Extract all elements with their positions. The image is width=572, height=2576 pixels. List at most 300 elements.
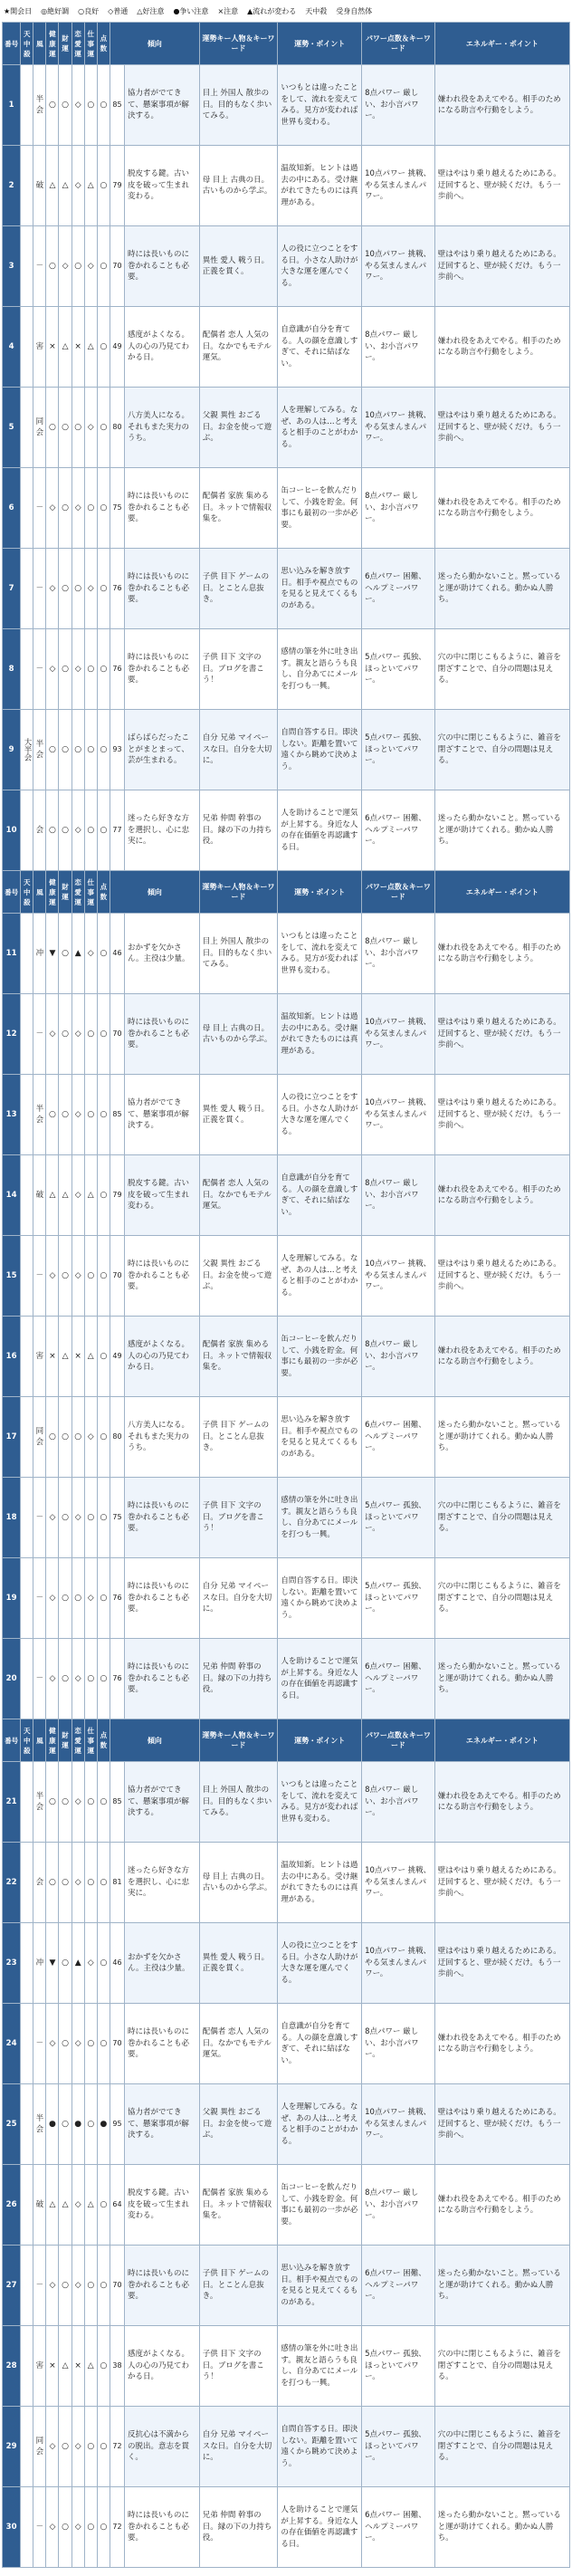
key-person-cell: 父親 異性 おごる日。お金を使って遊ぶ。	[199, 1236, 278, 1317]
column-header: パワー点数＆キーワード	[362, 23, 435, 65]
power-cell: 6点パワー 困難、ヘルプミーパワー。	[362, 1397, 435, 1478]
relation-cell: 同会	[33, 2407, 46, 2487]
table-row	[3, 388, 570, 468]
tenchusatsu-cell	[21, 1317, 33, 1397]
key-person-cell: 兄弟 仲間 幹事の日。縁の下の力持ち役。	[199, 2487, 278, 2568]
table-row	[3, 307, 570, 388]
energy-point-cell: 嫌われ役をあえてやる。相手のためになる助言や行動をしよう。	[434, 65, 569, 146]
tenchusatsu-cell	[21, 1639, 33, 1719]
tendency-cell: 時には長いものに巻かれることも必要。	[125, 994, 200, 1075]
tenchusatsu-cell	[21, 388, 33, 468]
fortune-mark: ▲	[72, 914, 84, 994]
day-number: 4	[3, 307, 21, 388]
column-header: 天中殺	[21, 1719, 33, 1762]
tenchusatsu-cell	[21, 307, 33, 388]
power-cell: 6点パワー 困難、ヘルプミーパワー。	[362, 2246, 435, 2326]
column-header: 傾向	[110, 871, 199, 914]
relation-cell: 会	[33, 1843, 46, 1923]
fortune-mark: ×	[72, 1317, 84, 1397]
legend-item: ▲流れが変わる	[247, 6, 297, 15]
fortune-mark: ◇	[72, 2487, 84, 2568]
day-number: 1	[3, 65, 21, 146]
fortune-mark: ○	[97, 1762, 110, 1843]
key-person-cell: 目上 外国人 散歩の日。目的もなく歩いてみる。	[199, 65, 278, 146]
key-person-cell: 自分 兄弟 マイペースな日。自分を大切に。	[199, 710, 278, 790]
fortune-point-cell: 人を理解してみる。なぜ、あの人は…と考えると相手のことがわかる。	[278, 388, 362, 468]
fortune-mark: ○	[59, 629, 72, 710]
tenchusatsu-cell	[21, 1558, 33, 1639]
day-number: 22	[3, 1843, 21, 1923]
fortune-mark: ○	[46, 1397, 59, 1478]
fortune-table	[2, 22, 570, 2568]
column-header: 健康運	[46, 23, 59, 65]
fortune-mark: ◇	[84, 226, 97, 307]
fortune-mark: ◇	[84, 549, 97, 629]
fortune-mark: ◇	[72, 2165, 84, 2246]
energy-point-cell: 嫌われ役をあえてやる。相手のためになる助言や行動をしよう。	[434, 2165, 569, 2246]
energy-point-cell: 迷ったら動かないこと。黙っていると運が助けてくれる。動かぬ人勝ち。	[434, 549, 569, 629]
power-cell: 5点パワー 孤独、ほっといてパワー。	[362, 1478, 435, 1558]
fortune-mark: ○	[59, 2004, 72, 2084]
energy-point-cell: 壁はやはり乗り越えるためにある。迂回すると、壁が続くだけ。もう一歩前へ。	[434, 146, 569, 226]
table-row	[3, 2246, 570, 2326]
fortune-mark: ◇	[46, 1639, 59, 1719]
table-row	[3, 1639, 570, 1719]
fortune-mark: ○	[97, 1843, 110, 1923]
table-row	[3, 994, 570, 1075]
fortune-point-cell: 自問自答する日。即決しない。距離を置いて遠くから眺めて決めよう。	[278, 2407, 362, 2487]
score-cell: 49	[110, 1317, 124, 1397]
fortune-mark: ○	[84, 1236, 97, 1317]
column-header: 点数	[97, 23, 110, 65]
key-person-cell: 子供 目下 文字の日。ブログを書こう！	[199, 1478, 278, 1558]
fortune-mark: ◇	[72, 1478, 84, 1558]
fortune-mark: ○	[84, 2407, 97, 2487]
column-header: 天中殺	[21, 23, 33, 65]
power-cell: 6点パワー 困難、ヘルプミーパワー。	[362, 2487, 435, 2568]
tendency-cell: ばらばらだったことがまとまって、芸が生まれる。	[125, 710, 200, 790]
key-person-cell: 自分 兄弟 マイペースな日。自分を大切に。	[199, 2407, 278, 2487]
relation-cell: －	[33, 549, 46, 629]
fortune-mark: ◇	[46, 549, 59, 629]
column-header: 運勢キー人物＆キーワード	[199, 23, 278, 65]
tenchusatsu-cell	[21, 2487, 33, 2568]
day-number: 11	[3, 914, 21, 994]
column-header: 傾向	[110, 1719, 199, 1762]
day-number: 15	[3, 1236, 21, 1317]
energy-point-cell: 嫌われ役をあえてやる。相手のためになる助言や行動をしよう。	[434, 307, 569, 388]
key-person-cell: 子供 目下 ゲームの日。とことん息抜き。	[199, 1397, 278, 1478]
key-person-cell: 配偶者 恋人 人気の日。なかでもモテル運気。	[199, 1155, 278, 1236]
legend-item: ★開会日	[4, 6, 33, 15]
fortune-mark: ○	[97, 1317, 110, 1397]
relation-cell: 半会	[33, 710, 46, 790]
table-row	[3, 914, 570, 994]
fortune-mark: ◇	[72, 1236, 84, 1317]
energy-point-cell: 迷ったら動かないこと。黙っていると運が助けてくれる。動かぬ人勝ち。	[434, 2487, 569, 2568]
power-cell: 10点パワー 挑戦、やる気まんまんパワー。	[362, 1075, 435, 1155]
legend-item: ×注意	[217, 6, 239, 15]
fortune-mark: ◇	[72, 468, 84, 549]
tenchusatsu-cell	[21, 1843, 33, 1923]
power-cell: 5点パワー 孤独、ほっといてパワー。	[362, 629, 435, 710]
tenchusatsu-cell	[21, 146, 33, 226]
legend-item: ◇普通	[108, 6, 129, 15]
power-cell: 5点パワー 孤独、ほっといてパワー。	[362, 2407, 435, 2487]
energy-point-cell: 迷ったら動かないこと。黙っていると運が助けてくれる。動かぬ人勝ち。	[434, 790, 569, 871]
power-cell: 8点パワー 厳しい、お小言パワー。	[362, 2165, 435, 2246]
fortune-point-cell: 温故知新。ヒントは過去の中にある。受け継がれてきたものには真理がある。	[278, 994, 362, 1075]
tendency-cell: 八方美人になる。それもまた実力のうち。	[125, 388, 200, 468]
fortune-mark: ○	[97, 65, 110, 146]
column-header: パワー点数＆キーワード	[362, 871, 435, 914]
fortune-mark: △	[59, 307, 72, 388]
fortune-mark: △	[59, 1155, 72, 1236]
day-number: 14	[3, 1155, 21, 1236]
fortune-mark: ◇	[84, 1923, 97, 2004]
fortune-mark: ○	[59, 790, 72, 871]
score-cell: 85	[110, 1762, 124, 1843]
fortune-mark: ○	[97, 1923, 110, 2004]
power-cell: 8点パワー 厳しい、お小言パワー。	[362, 2004, 435, 2084]
fortune-mark: ○	[59, 388, 72, 468]
fortune-mark: ○	[97, 2487, 110, 2568]
fortune-mark: △	[84, 1155, 97, 1236]
fortune-mark: ◇	[46, 994, 59, 1075]
fortune-mark: ◇	[72, 1843, 84, 1923]
energy-point-cell: 嫌われ役をあえてやる。相手のためになる助言や行動をしよう。	[434, 468, 569, 549]
energy-point-cell: 穴の中に閉じこもるように、雑音を閉ざすことで、自分の問題は見える。	[434, 1558, 569, 1639]
relation-cell: 同会	[33, 388, 46, 468]
fortune-point-cell: 感情の筆を外に吐き出す。親友と語らうも良し、自分あてにメールを打つも一興。	[278, 2326, 362, 2407]
fortune-mark: ○	[97, 710, 110, 790]
table-row	[3, 2407, 570, 2487]
key-person-cell: 配偶者 家族 集める日。ネットで情報収集を。	[199, 1317, 278, 1397]
fortune-mark: ○	[59, 710, 72, 790]
tendency-cell: 協力者がでてきて、懸案事項が解決する。	[125, 2084, 200, 2165]
energy-point-cell: 迷ったら動かないこと。黙っていると運が助けてくれる。動かぬ人勝ち。	[434, 1639, 569, 1719]
fortune-mark: ○	[59, 914, 72, 994]
fortune-mark: ×	[46, 2326, 59, 2407]
tenchusatsu-cell	[21, 1478, 33, 1558]
score-cell: 46	[110, 914, 124, 994]
tendency-cell: 感度がよくなる。人の心の乃見てわかる日。	[125, 307, 200, 388]
fortune-mark: △	[46, 146, 59, 226]
key-person-cell: 兄弟 仲間 幹事の日。縁の下の力持ち役。	[199, 790, 278, 871]
fortune-mark: ○	[59, 2246, 72, 2326]
energy-point-cell: 穴の中に閉じこもるように、雑音を閉ざすことで、自分の問題は見える。	[434, 710, 569, 790]
fortune-mark: ◇	[46, 629, 59, 710]
fortune-point-cell: 感情の筆を外に吐き出す。親友と語らうも良し、自分あてにメールを打つも一興。	[278, 629, 362, 710]
column-header: 仕事運	[84, 1719, 97, 1762]
fortune-mark: ○	[97, 1478, 110, 1558]
fortune-point-cell: 人を助けることで運気が上昇する。身近な人の存在価値を再認識する日。	[278, 1639, 362, 1719]
table-row	[3, 1397, 570, 1478]
column-header: エネルギー・ポイント	[434, 871, 569, 914]
fortune-mark: ○	[84, 2246, 97, 2326]
power-cell: 10点パワー 挑戦、やる気まんまんパワー。	[362, 1843, 435, 1923]
table-row	[3, 1558, 570, 1639]
relation-cell: 会	[33, 790, 46, 871]
table-row	[3, 226, 570, 307]
tendency-cell: 脱皮する鍵。古い皮を破って生まれ変わる。	[125, 146, 200, 226]
table-row	[3, 1843, 570, 1923]
fortune-mark: ○	[84, 1478, 97, 1558]
tendency-cell: 迷ったら好きな方を選択し、心に忠実に。	[125, 1843, 200, 1923]
energy-point-cell: 迷ったら動かないこと。黙っていると運が助けてくれる。動かぬ人勝ち。	[434, 2246, 569, 2326]
tendency-cell: 時には長いものに巻かれることも必要。	[125, 2487, 200, 2568]
relation-cell: 半会	[33, 2084, 46, 2165]
day-number: 21	[3, 1762, 21, 1843]
power-cell: 8点パワー 厳しい、お小言パワー。	[362, 1155, 435, 1236]
fortune-point-cell: 自問自答する日。即決しない。距離を置いて遠くから眺めて決めよう。	[278, 710, 362, 790]
fortune-mark: △	[84, 2326, 97, 2407]
day-number: 13	[3, 1075, 21, 1155]
column-header: 番号	[3, 23, 21, 65]
key-person-cell: 異性 愛人 戦う日。正義を貫く。	[199, 1923, 278, 2004]
table-row	[3, 1923, 570, 2004]
power-cell: 6点パワー 困難、ヘルプミーパワー。	[362, 549, 435, 629]
fortune-mark: ◇	[72, 629, 84, 710]
tenchusatsu-cell	[21, 65, 33, 146]
fortune-mark: △	[59, 2165, 72, 2246]
fortune-point-cell: 人の役に立つことをする日。小さな人助けが大きな運を運んでくる。	[278, 1075, 362, 1155]
power-cell: 8点パワー 厳しい、お小言パワー。	[362, 468, 435, 549]
fortune-mark: ◇	[46, 2407, 59, 2487]
fortune-point-cell: いつもとは違ったことをして、流れを変えてみる。見方が変われば世界も変わる。	[278, 914, 362, 994]
score-cell: 72	[110, 2407, 124, 2487]
day-number: 25	[3, 2084, 21, 2165]
table-row	[3, 1317, 570, 1397]
table-row	[3, 1478, 570, 1558]
score-cell: 64	[110, 2165, 124, 2246]
energy-point-cell: 穴の中に閉じこもるように、雑音を閉ざすことで、自分の問題は見える。	[434, 1478, 569, 1558]
relation-cell: 害	[33, 1317, 46, 1397]
score-cell: 85	[110, 1075, 124, 1155]
column-header: 風	[33, 871, 46, 914]
key-person-cell: 父親 異性 おごる日。お金を使って遊ぶ。	[199, 2084, 278, 2165]
fortune-mark: ◇	[46, 1478, 59, 1558]
table-row	[3, 2487, 570, 2568]
fortune-mark: ◇	[72, 1075, 84, 1155]
relation-cell: 破	[33, 1155, 46, 1236]
tendency-cell: 協力者がでてきて、懸案事項が解決する。	[125, 65, 200, 146]
key-person-cell: 母 目上 古典の日。古いものから学ぶ。	[199, 1843, 278, 1923]
column-header: 財運	[59, 1719, 72, 1762]
energy-point-cell: 壁はやはり乗り越えるためにある。迂回すると、壁が続くだけ。もう一歩前へ。	[434, 388, 569, 468]
legend-item: ○良好	[78, 6, 100, 15]
fortune-mark: ◇	[72, 1639, 84, 1719]
fortune-mark: ○	[97, 146, 110, 226]
fortune-mark: ○	[46, 790, 59, 871]
tendency-cell: おかずを欠かさん。主役は少量。	[125, 914, 200, 994]
key-person-cell: 配偶者 恋人 人気の日。なかでもモテル運気。	[199, 2004, 278, 2084]
legend-item: ●争い注意	[173, 6, 209, 15]
fortune-mark: ○	[59, 468, 72, 549]
fortune-mark: ◇	[72, 1155, 84, 1236]
fortune-mark: ○	[84, 2004, 97, 2084]
fortune-mark: ○	[59, 1397, 72, 1478]
key-person-cell: 子供 目下 ゲームの日。とことん息抜き。	[199, 2246, 278, 2326]
day-number: 19	[3, 1558, 21, 1639]
power-cell: 10点パワー 挑戦、やる気まんまんパワー。	[362, 226, 435, 307]
relation-cell: 冲	[33, 914, 46, 994]
key-person-cell: 子供 目下 ゲームの日。とことん息抜き。	[199, 549, 278, 629]
fortune-mark: ◇	[84, 1558, 97, 1639]
energy-point-cell: 嫌われ役をあえてやる。相手のためになる助言や行動をしよう。	[434, 1762, 569, 1843]
power-cell: 10点パワー 挑戦、やる気まんまんパワー。	[362, 994, 435, 1075]
energy-point-cell: 嫌われ役をあえてやる。相手のためになる助言や行動をしよう。	[434, 1155, 569, 1236]
table-row	[3, 468, 570, 549]
power-cell: 8点パワー 厳しい、お小言パワー。	[362, 65, 435, 146]
tenchusatsu-cell	[21, 914, 33, 994]
day-number: 5	[3, 388, 21, 468]
energy-point-cell: 穴の中に閉じこもるように、雑音を閉ざすことで、自分の問題は見える。	[434, 2407, 569, 2487]
relation-cell: －	[33, 629, 46, 710]
fortune-point-cell: 自意識が自分を育てる。人の顔を意識しすぎて、それに結ばない。	[278, 1155, 362, 1236]
table-row	[3, 549, 570, 629]
fortune-mark: ◇	[46, 1558, 59, 1639]
fortune-mark: ×	[72, 2326, 84, 2407]
legend-item: △好注意	[137, 6, 165, 15]
column-header: 運勢・ポイント	[278, 1719, 362, 1762]
relation-cell: －	[33, 2487, 46, 2568]
key-person-cell: 目上 外国人 散歩の日。目的もなく歩いてみる。	[199, 914, 278, 994]
column-header: 財運	[59, 871, 72, 914]
fortune-mark: ●	[72, 2084, 84, 2165]
fortune-point-cell: 温故知新。ヒントは過去の中にある。受け継がれてきたものには真理がある。	[278, 146, 362, 226]
score-cell: 79	[110, 146, 124, 226]
tendency-cell: 反抗心は不満からの脱出。意志を貫く。	[125, 2407, 200, 2487]
energy-point-cell: 嫌われ役をあえてやる。相手のためになる助言や行動をしよう。	[434, 2004, 569, 2084]
tenchusatsu-cell	[21, 2084, 33, 2165]
fortune-mark: ◇	[84, 388, 97, 468]
fortune-mark: ▼	[46, 914, 59, 994]
fortune-mark: ○	[59, 2487, 72, 2568]
fortune-point-cell: 思い込みを解き放す日。相手や視点でものを見ると見えてくるものがある。	[278, 549, 362, 629]
fortune-point-cell: 缶コーヒーを飲んだりして、小銭を貯金。何事にも最初の一歩が必要。	[278, 468, 362, 549]
column-header: 天中殺	[21, 871, 33, 914]
day-number: 24	[3, 2004, 21, 2084]
score-cell: 72	[110, 2487, 124, 2568]
fortune-mark: ×	[46, 307, 59, 388]
relation-cell: 冲	[33, 1923, 46, 2004]
day-number: 29	[3, 2407, 21, 2487]
tendency-cell: 時には長いものに巻かれることも必要。	[125, 226, 200, 307]
relation-cell: 破	[33, 2165, 46, 2246]
fortune-mark: ○	[97, 629, 110, 710]
fortune-point-cell: 人を助けることで運気が上昇する。身近な人の存在価値を再認識する日。	[278, 2487, 362, 2568]
day-number: 27	[3, 2246, 21, 2326]
table-row	[3, 146, 570, 226]
fortune-point-cell: 自意識が自分を育てる。人の顔を意識しすぎて、それに結ばない。	[278, 307, 362, 388]
score-cell: 79	[110, 1155, 124, 1236]
fortune-mark: ○	[84, 468, 97, 549]
legend-bar	[0, 0, 572, 22]
fortune-mark: ○	[84, 1639, 97, 1719]
relation-cell: －	[33, 2004, 46, 2084]
table-row	[3, 2004, 570, 2084]
column-header: 風	[33, 23, 46, 65]
tenchusatsu-cell	[21, 629, 33, 710]
header-row	[3, 1719, 570, 1762]
key-person-cell: 父親 異性 おごる日。お金を使って遊ぶ。	[199, 388, 278, 468]
tenchusatsu-cell	[21, 1075, 33, 1155]
score-cell: 76	[110, 1558, 124, 1639]
fortune-mark: ○	[84, 1843, 97, 1923]
power-cell: 8点パワー 厳しい、お小言パワー。	[362, 1317, 435, 1397]
column-header: 番号	[3, 1719, 21, 1762]
score-cell: 80	[110, 388, 124, 468]
score-cell: 80	[110, 1397, 124, 1478]
tenchusatsu-cell	[21, 1155, 33, 1236]
score-cell: 46	[110, 1923, 124, 2004]
fortune-mark: ○	[97, 994, 110, 1075]
tenchusatsu-cell	[21, 2004, 33, 2084]
fortune-point-cell: 自意識が自分を育てる。人の顔を意識しすぎて、それに結ばない。	[278, 2004, 362, 2084]
tendency-cell: おかずを欠かさん。主役は少量。	[125, 1923, 200, 2004]
fortune-mark: ◇	[72, 2407, 84, 2487]
tenchusatsu-cell	[21, 468, 33, 549]
tendency-cell: 感度がよくなる。人の心の乃見てわかる日。	[125, 1317, 200, 1397]
energy-point-cell: 嫌われ役をあえてやる。相手のためになる助言や行動をしよう。	[434, 914, 569, 994]
legend-item: 天中殺	[305, 6, 328, 15]
key-person-cell: 兄弟 仲間 幹事の日。縁の下の力持ち役。	[199, 1639, 278, 1719]
tendency-cell: 感度がよくなる。人の心の乃見てわかる日。	[125, 2326, 200, 2407]
score-cell: 93	[110, 710, 124, 790]
day-number: 6	[3, 468, 21, 549]
day-number: 10	[3, 790, 21, 871]
energy-point-cell: 壁はやはり乗り越えるためにある。迂回すると、壁が続くだけ。もう一歩前へ。	[434, 1923, 569, 2004]
day-number: 23	[3, 1923, 21, 2004]
fortune-mark: ◇	[72, 65, 84, 146]
relation-cell: 半会	[33, 1075, 46, 1155]
column-header: 点数	[97, 1719, 110, 1762]
fortune-mark: ◇	[59, 226, 72, 307]
score-cell: 70	[110, 2246, 124, 2326]
fortune-mark: ○	[84, 1762, 97, 1843]
fortune-mark: ○	[46, 388, 59, 468]
energy-point-cell: 迷ったら動かないこと。黙っていると運が助けてくれる。動かぬ人勝ち。	[434, 1397, 569, 1478]
fortune-mark: △	[84, 1317, 97, 1397]
fortune-mark: ○	[84, 2487, 97, 2568]
score-cell: 75	[110, 1478, 124, 1558]
column-header: 仕事運	[84, 23, 97, 65]
power-cell: 10点パワー 挑戦、やる気まんまんパワー。	[362, 388, 435, 468]
tendency-cell: 時には長いものに巻かれることも必要。	[125, 468, 200, 549]
fortune-mark: ○	[97, 1075, 110, 1155]
day-number: 12	[3, 994, 21, 1075]
column-header: 傾向	[110, 23, 199, 65]
fortune-mark: ○	[97, 2165, 110, 2246]
fortune-mark: ○	[84, 790, 97, 871]
fortune-mark: ○	[59, 1558, 72, 1639]
table-row	[3, 790, 570, 871]
legend-item: 受身自然体	[336, 6, 373, 15]
fortune-mark: ○	[84, 710, 97, 790]
fortune-point-cell: 人を理解してみる。なぜ、あの人は…と考えると相手のことがわかる。	[278, 2084, 362, 2165]
tendency-cell: 時には長いものに巻かれることも必要。	[125, 1478, 200, 1558]
fortune-point-cell: いつもとは違ったことをして、流れを変えてみる。見方が変われば世界も変わる。	[278, 1762, 362, 1843]
column-header: 運勢キー人物＆キーワード	[199, 1719, 278, 1762]
tendency-cell: 迷ったら好きな方を選択し、心に忠実に。	[125, 790, 200, 871]
fortune-mark: ○	[59, 549, 72, 629]
fortune-mark: ◇	[46, 468, 59, 549]
tenchusatsu-cell	[21, 1923, 33, 2004]
power-cell: 8点パワー 厳しい、お小言パワー。	[362, 914, 435, 994]
relation-cell: －	[33, 226, 46, 307]
tendency-cell: 協力者がでてきて、懸案事項が解決する。	[125, 1075, 200, 1155]
